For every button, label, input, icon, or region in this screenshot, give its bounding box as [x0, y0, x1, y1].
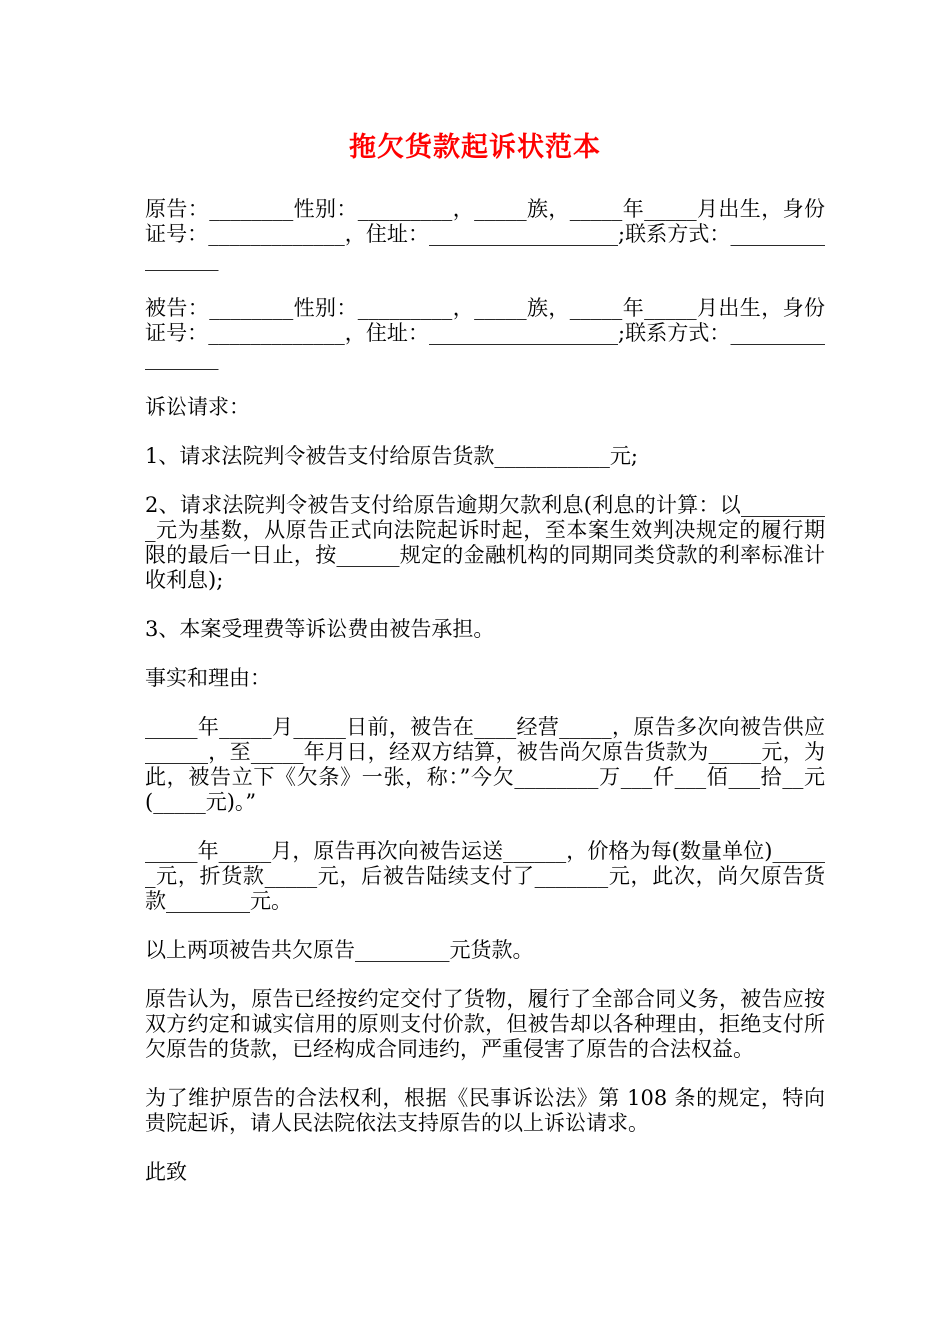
- facts-paragraph-1: _____年_____月_____日前，被告在____经营_____，原告多次向被告供应______，至_____年月日，经双方结算，被告尚欠原告货款为_____元，为此，被告立下《欠条》一张，称：”今欠________万___仟___佰___拾__元(_____元)。”: [145, 715, 825, 814]
- claims-heading: 诉讼请求：: [145, 395, 250, 419]
- claim-1: 1、请求法院判令被告支付给原告货款___________元;: [145, 444, 638, 468]
- plaintiff-info: 原告：________性别：_________，_____族，_____年_____月出生，身份证号：_____________，住址：__________________;联系方式：________________: [145, 197, 825, 271]
- document-body: [145, 197, 825, 1209]
- defendant-info: 被告：________性别：_________，_____族，_____年_____月出生，身份证号：_____________，住址：__________________;联系方式：________________: [145, 296, 825, 370]
- facts-total: 以上两项被告共欠原告_________元货款。: [145, 938, 534, 962]
- facts-paragraph-2: _____年_____月，原告再次向被告运送______，价格为每(数量单位)______元，折货款_____元，后被告陆续支付了_______元，此次，尚欠原告货款________元。: [145, 839, 825, 913]
- document-title: 拖欠货款起诉状范本: [349, 132, 601, 163]
- facts-heading: 事实和理由：: [145, 666, 271, 690]
- claim-3: 3、本案受理费等诉讼费由被告承担。: [145, 617, 495, 641]
- closing-salutation: 此致: [145, 1160, 187, 1184]
- claim-2: 2、请求法院判令被告支付给原告逾期欠款利息(利息的计算：以_________元为基数，从原告正式向法院起诉时起，至本案生效判决规定的履行期限的最后一日止，按______规定的金融机构的同期同类贷款的利率标准计收利息);: [145, 493, 825, 592]
- plaintiff-argument: 原告认为，原告已经按约定交付了货物，履行了全部合同义务，被告应按双方约定和诚实信用的原则支付价款，但被告却以各种理由，拒绝支付所欠原告的货款，已经构成合同违约，严重侵害了原告的合法权益。: [145, 987, 825, 1061]
- legal-basis: 为了维护原告的合法权利，根据《民事诉讼法》第 108 条的规定，特向贵院起诉，请人民法院依法支持原告的以上诉讼请求。: [145, 1086, 825, 1135]
